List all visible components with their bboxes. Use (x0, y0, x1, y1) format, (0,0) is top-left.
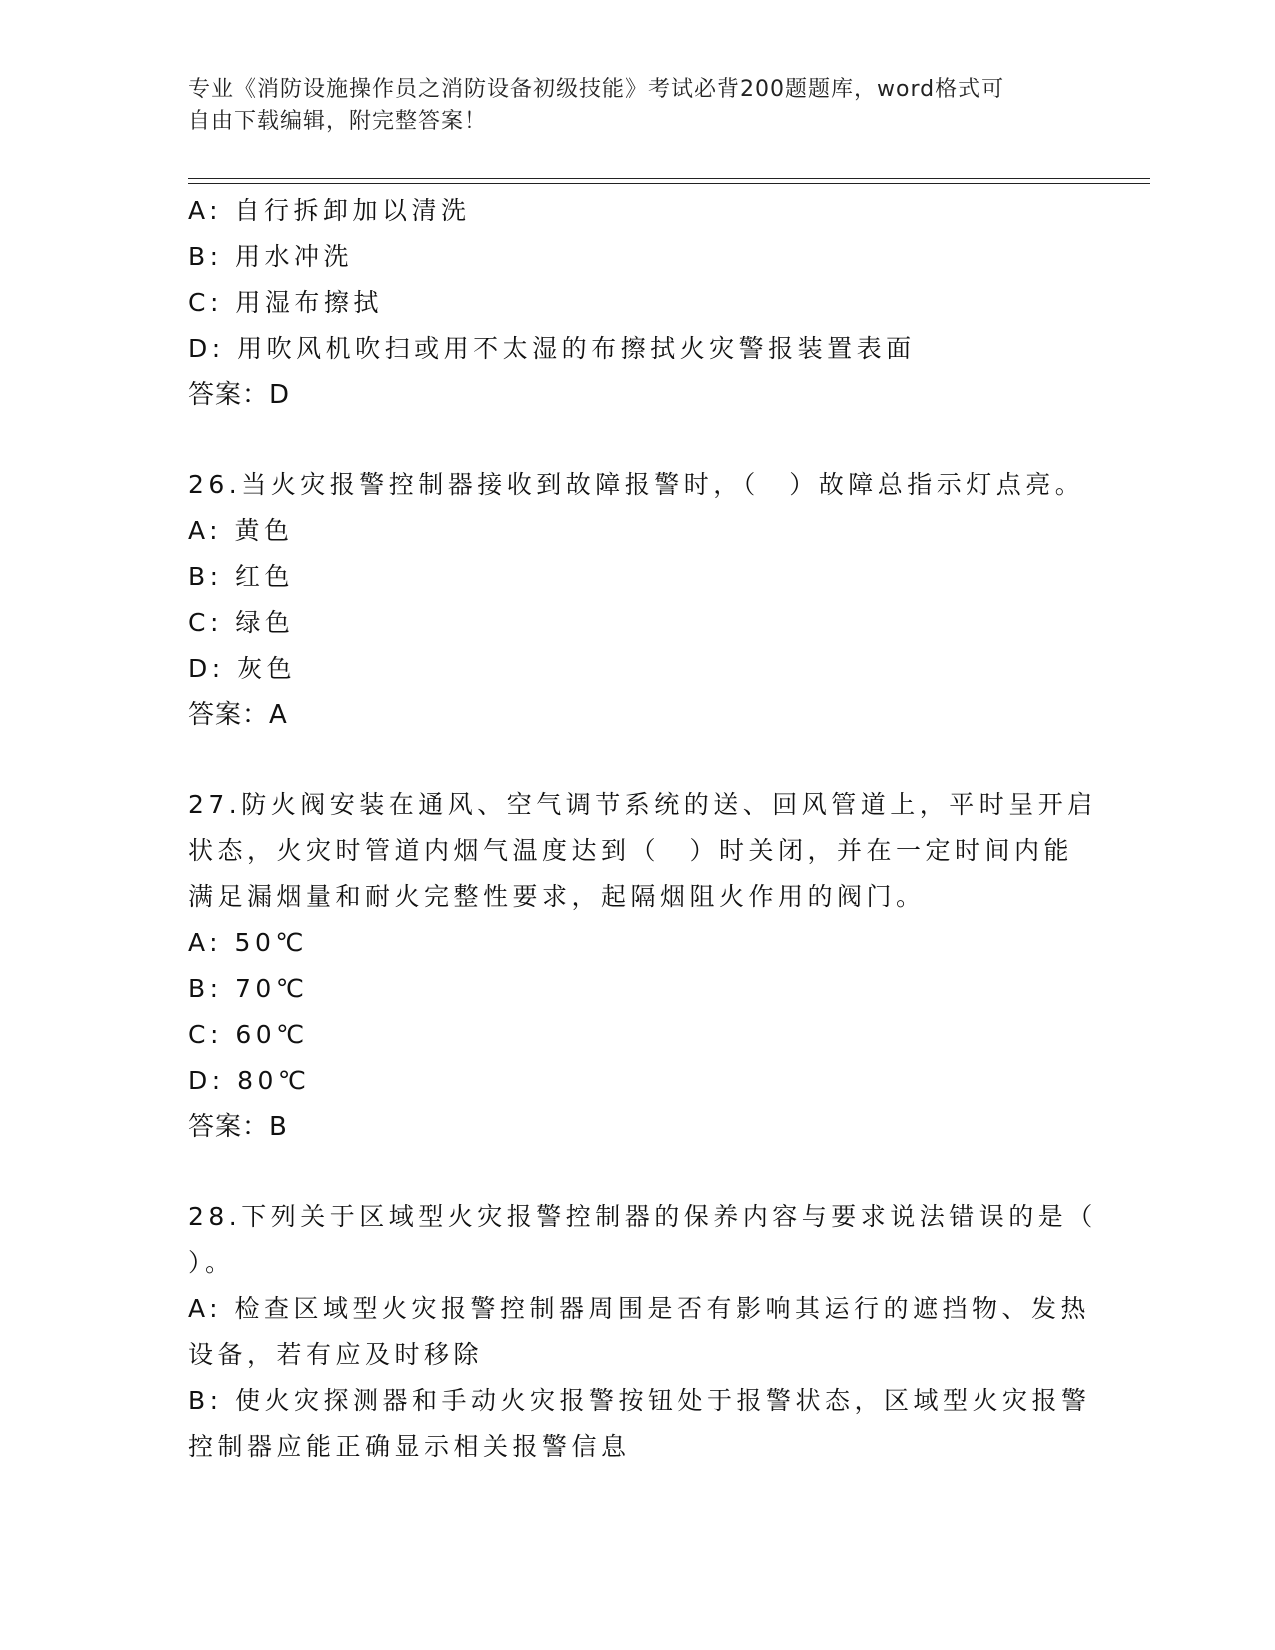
question-stem (188, 782, 1097, 920)
question-stem-line: 状态，火灾时管道内烟气温度达到（ ）时关闭，并在一定时间内能 (188, 836, 1074, 865)
option-b-line: B: 使火灾探测器和手动火灾报警按钮处于报警状态，区域型火灾报警 (188, 1386, 1091, 1415)
option-a: A: 50℃ (188, 928, 308, 957)
question-stem (188, 1194, 1097, 1286)
question-stem-line: 28.下列关于区域型火灾报警控制器的保养内容与要求说法错误的是（ (188, 1202, 1097, 1231)
question-27 (188, 782, 1097, 1150)
question-stem-line: ）。 (188, 1248, 235, 1277)
question-content (188, 188, 1097, 1470)
question-28 (188, 1194, 1097, 1470)
option-b: B: 红色 (188, 562, 295, 591)
question-stem-line: 26.当火灾报警控制器接收到故障报警时，（ ）故障总指示灯点亮。 (188, 470, 1085, 499)
header-title-line-2: 自由下载编辑，附完整答案！ (188, 109, 488, 134)
answer: 答案：A (188, 700, 288, 730)
option-a-line: 设备，若有应及时移除 (188, 1340, 484, 1369)
option-b: B: 用水冲洗 (188, 242, 354, 271)
option-d: D: 灰色 (188, 654, 297, 683)
question-stem-line: 27.防火阀安装在通风、空气调节系统的送、回风管道上，平时呈开启 (188, 790, 1097, 819)
header-divider-bottom (188, 183, 1150, 184)
question-25 (188, 188, 1068, 418)
option-c: C: 绿色 (188, 608, 295, 637)
option-b: B: 70℃ (188, 974, 309, 1003)
answer: 答案：D (188, 380, 291, 410)
option-d: D: 用吹风机吹扫或用不太湿的布擦拭火灾警报装置表面 (188, 334, 916, 363)
option-a-line: A: 检查区域型火灾报警控制器周围是否有影响其运行的遮挡物、发热 (188, 1294, 1091, 1323)
option-a (188, 1286, 1091, 1378)
option-c: C: 60℃ (188, 1020, 309, 1049)
answer: 答案：B (188, 1112, 288, 1142)
option-b (188, 1378, 1091, 1470)
question-stem-line: 满足漏烟量和耐火完整性要求，起隔烟阻火作用的阀门。 (188, 882, 926, 911)
header-divider-top (188, 178, 1150, 179)
header-title-line-1: 专业《消防设施操作员之消防设备初级技能》考试必背200题题库，word格式可 (188, 77, 1005, 102)
option-d: D: 80℃ (188, 1066, 311, 1095)
option-a: A: 自行拆卸加以清洗 (188, 196, 471, 225)
question-26 (188, 462, 1085, 738)
option-c: C: 用湿布擦拭 (188, 288, 383, 317)
question-stem (188, 462, 1085, 508)
option-b-line: 控制器应能正确显示相关报警信息 (188, 1432, 631, 1461)
option-a: A: 黄色 (188, 516, 294, 545)
document-header (188, 74, 1088, 138)
